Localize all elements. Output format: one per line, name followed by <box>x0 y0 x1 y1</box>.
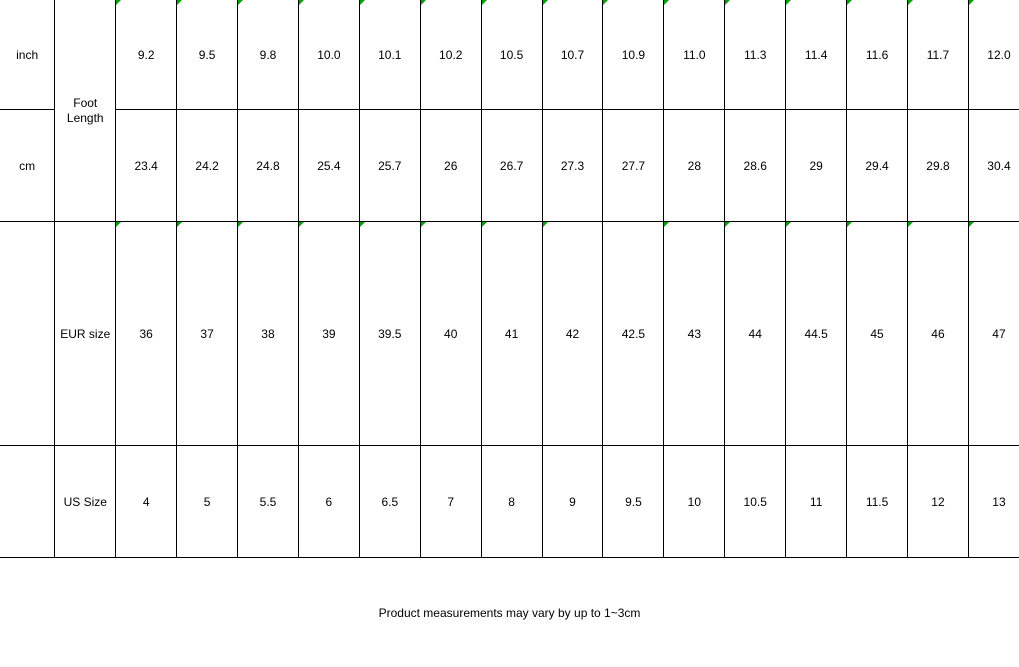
cm-cell: 26.7 <box>481 110 542 222</box>
us-cell: 9 <box>542 446 603 558</box>
inch-cell: 11.7 <box>908 0 969 110</box>
eur-cell: 42 <box>542 222 603 446</box>
eur-cell: 45 <box>847 222 908 446</box>
inch-cell: 10.5 <box>481 0 542 110</box>
inch-cell: 11.6 <box>847 0 908 110</box>
cm-cell: 29.4 <box>847 110 908 222</box>
eur-cell: 39 <box>298 222 359 446</box>
us-cell: 11.5 <box>847 446 908 558</box>
eur-cell: 40 <box>420 222 481 446</box>
inch-cell: 11.0 <box>664 0 725 110</box>
inch-cell: 12.0 <box>968 0 1019 110</box>
eur-cell: 39.5 <box>359 222 420 446</box>
cm-cell: 29.8 <box>908 110 969 222</box>
eur-cell: 36 <box>116 222 177 446</box>
us-cell: 5 <box>177 446 238 558</box>
cm-cell: 27.7 <box>603 110 664 222</box>
cm-cell: 28.6 <box>725 110 786 222</box>
table-row <box>0 446 1019 558</box>
inch-cell: 10.1 <box>359 0 420 110</box>
eur-cell: 47 <box>968 222 1019 446</box>
us-cell: 4 <box>116 446 177 558</box>
cm-cell: 30.4 <box>968 110 1019 222</box>
us-cell: 7 <box>420 446 481 558</box>
eur-cell: 44.5 <box>786 222 847 446</box>
us-cell: 9.5 <box>603 446 664 558</box>
inch-cell: 10.2 <box>420 0 481 110</box>
us-cell: 6 <box>298 446 359 558</box>
us-cell: 10 <box>664 446 725 558</box>
inch-cell: 11.4 <box>786 0 847 110</box>
cm-cell: 25.4 <box>298 110 359 222</box>
us-cell: 5.5 <box>238 446 299 558</box>
measurement-note: Product measurements may vary by up to 1~3cm <box>378 606 641 620</box>
table-row <box>0 110 1019 222</box>
unit-label-inch: inch <box>0 0 55 110</box>
eur-cell: 37 <box>177 222 238 446</box>
cm-cell: 29 <box>786 110 847 222</box>
foot-length-label <box>55 0 116 222</box>
inch-cell: 10.0 <box>298 0 359 110</box>
eur-cell: 42.5 <box>603 222 664 446</box>
cm-cell: 24.2 <box>177 110 238 222</box>
cm-cell: 28 <box>664 110 725 222</box>
table-row <box>0 0 1019 110</box>
us-cell: 6.5 <box>359 446 420 558</box>
eur-size-label: EUR size <box>55 222 116 446</box>
inch-cell: 11.3 <box>725 0 786 110</box>
us-size-label: US Size <box>55 446 116 558</box>
eur-cell: 43 <box>664 222 725 446</box>
inch-cell: 10.7 <box>542 0 603 110</box>
eur-cell: 44 <box>725 222 786 446</box>
inch-cell: 9.2 <box>116 0 177 110</box>
us-cell: 12 <box>908 446 969 558</box>
unit-label-cm: cm <box>0 110 55 222</box>
us-cell: 10.5 <box>725 446 786 558</box>
table-row <box>0 222 1019 446</box>
empty-cell <box>0 446 55 558</box>
empty-cell <box>0 222 55 446</box>
cm-cell: 25.7 <box>359 110 420 222</box>
us-cell: 11 <box>786 446 847 558</box>
us-cell: 13 <box>968 446 1019 558</box>
inch-cell: 9.8 <box>238 0 299 110</box>
cm-cell: 23.4 <box>116 110 177 222</box>
eur-cell: 41 <box>481 222 542 446</box>
cm-cell: 26 <box>420 110 481 222</box>
cm-cell: 24.8 <box>238 110 299 222</box>
eur-cell: 38 <box>238 222 299 446</box>
inch-cell: 10.9 <box>603 0 664 110</box>
foot-length-label-text: Foot Length <box>66 95 104 125</box>
us-cell: 8 <box>481 446 542 558</box>
cm-cell: 27.3 <box>542 110 603 222</box>
eur-cell: 46 <box>908 222 969 446</box>
inch-cell: 9.5 <box>177 0 238 110</box>
